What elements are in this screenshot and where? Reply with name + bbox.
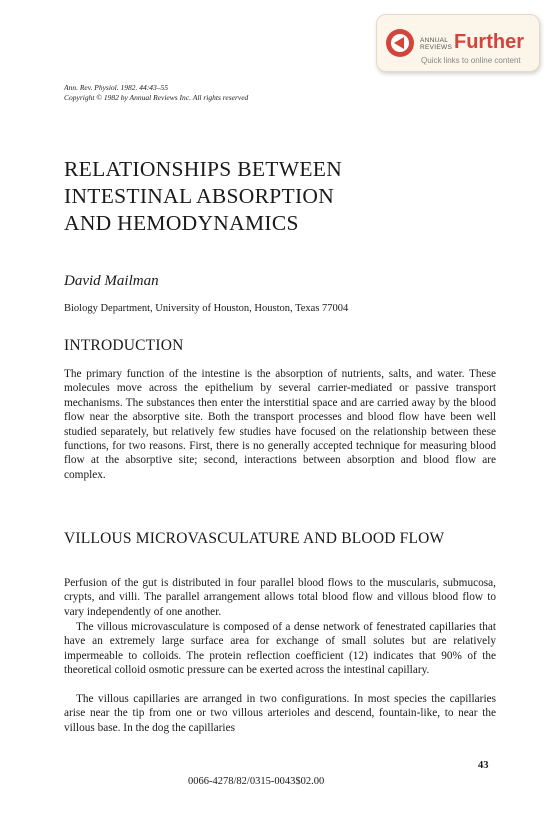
banner-quick-links-text: Quick links to online content [421, 56, 521, 65]
villous-section-heading: VILLOUS MICROVASCULATURE AND BLOOD FLOW [64, 530, 445, 547]
villous-paragraph-1: Perfusion of the gut is distributed in four parallel blood flows to the muscularis, submucosa, crypts, and villi. The parallel arrangement allows total blood flow and villous blood flow to vary independently of one another. [64, 577, 496, 618]
citation-journal: Ann. Rev. Physiol. 1982. 44:43–55 [64, 83, 169, 92]
villous-paragraph-2: The villous microvasculature is composed of a dense network of fenestrated capillaries that have an extremely large surface area for exchange of small solutes but are relatively impermeable to colloids. The protein reflection coefficient (12) indicates that 90% of the theoretical colloid osmotic pressure can be exerted across the intestinal capillary. [64, 621, 496, 677]
article-title: RELATIONSHIPS BETWEEN INTESTINAL ABSORPTION AND HEMODYNAMICS [64, 157, 343, 235]
page-number: 43 [478, 760, 489, 771]
citation-copyright: Copyright © 1982 by Annual Reviews Inc. All rights reserved [64, 93, 249, 102]
author-name: David Mailman [64, 273, 159, 289]
annual-reviews-further-banner[interactable] [376, 14, 540, 72]
introduction-heading: INTRODUCTION [64, 337, 184, 354]
play-arrow-icon [385, 28, 415, 58]
villous-paragraph-3: The villous capillaries are arranged in two configurations. In most species the capillaries arise near the tip from one or two villous arterioles and descend, fountain-like, to near the villous base. In the dog the capillaries [64, 693, 496, 734]
banner-annual-reviews-label: ANNUAL REVIEWS [420, 37, 453, 51]
banner-further-label: Further [454, 31, 524, 53]
footer-code: 0066-4278/82/0315-0043$02.00 [188, 776, 325, 787]
citation [64, 83, 248, 103]
introduction-paragraph: The primary function of the intestine is the absorption of nutrients, salts, and water. These molecules move across the epithelium by several carrier-mediated or passive transport mechanisms. The substances then enter the interstitial space and are carried away by the blood flow near the absorptive site. Both the transport processes and blood flow have been well studied separately, but relatively few studies have focused on the relationship between these functions, for two reasons. First, there is no generally accepted technique for measuring blood flow at the absorptive site; second, interactions between absorption and blood flow are complex. [64, 368, 496, 481]
author-affiliation: Biology Department, University of Houston, Houston, Texas 77004 [64, 303, 349, 314]
